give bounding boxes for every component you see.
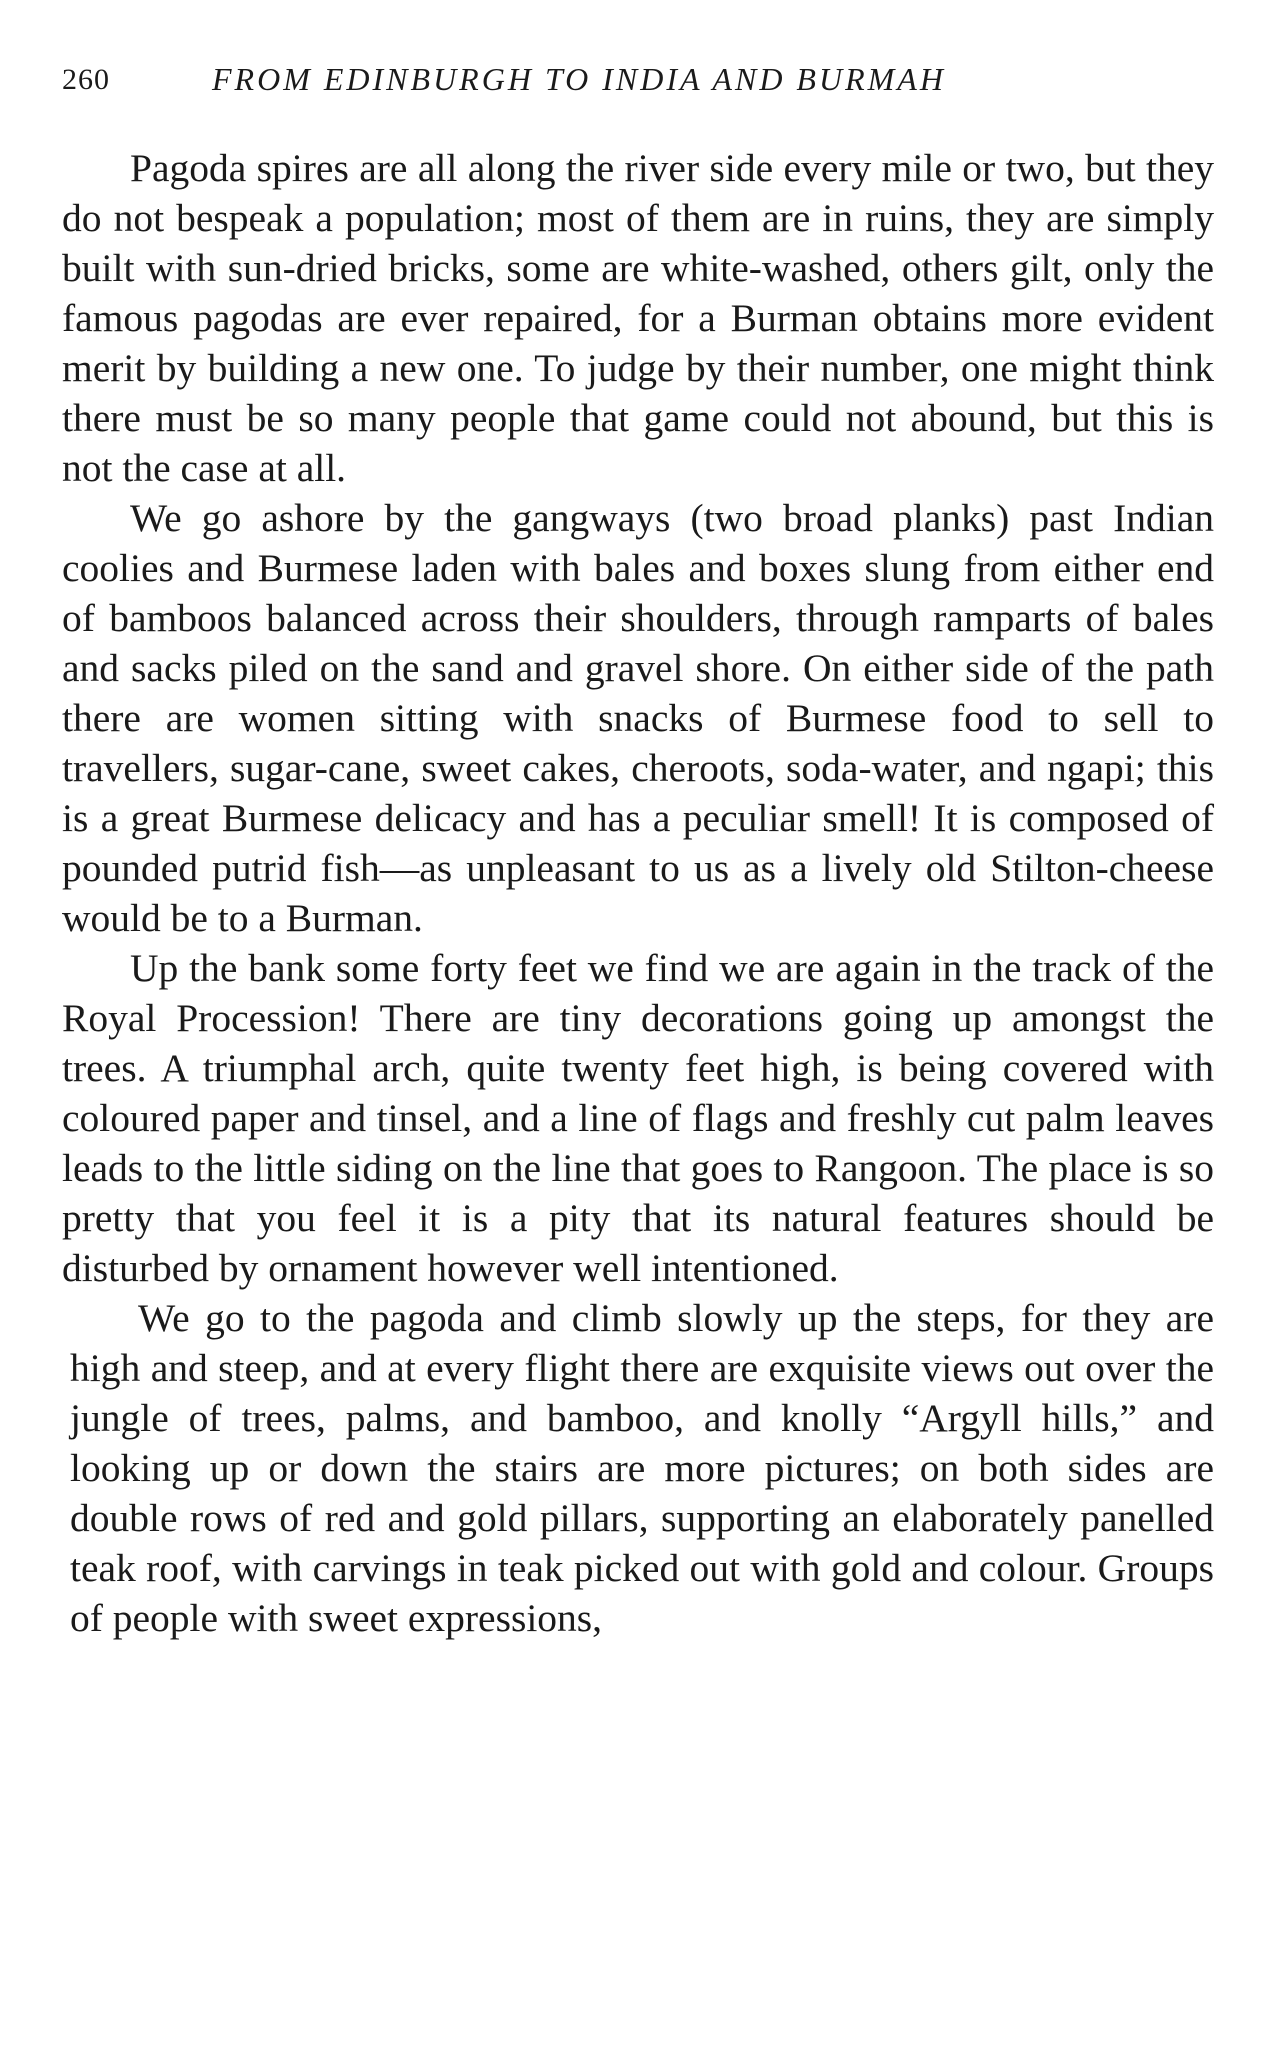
paragraph: We go to the pagoda and climb slowly up the steps, for they are high and steep, and at every flight there are exquisite views out over the jungle of trees, palms, and bamboo, and knolly “Argyll hills,” and looking up or down the stairs are more pictures; on both sides are double rows of red and gold pillars, supporting an elaborately panelled teak roof, with carvings in teak picked out with gold and colour. Groups of people with sweet expressions, (70, 1296, 1214, 1640)
paragraph: Pagoda spires are all along the river side every mile or two, but they do not bespeak a population; most of them are in ruins, they are simply built with sun-dried bricks, some are white-washed, others gilt, only the famous pagodas are ever repaired, for a Burman obtains more evident merit by building a new one. To judge by their number, one might think there must be so many people that game could not abound, but this is not the case at all. (62, 146, 1214, 490)
paragraph: Up the bank some forty feet we find we are again in the track of the Royal Procession! There are tiny decorations going up amongst the trees. A triumphal arch, quite twenty feet high, is being covered with coloured paper and tinsel, and a line of flags and freshly cut palm leaves leads to the little siding on the line that goes to Rangoon. The place is so pretty that you feel it is a pity that its natural features should be disturbed by ornament however well intentioned. (62, 946, 1214, 1290)
body-text (62, 143, 1214, 1643)
running-head (62, 55, 1214, 105)
paragraph: We go ashore by the gangways (two broad planks) past Indian coolies and Burmese laden with bales and boxes slung from either end of bamboos balanced across their shoulders, through ramparts of bales and sacks piled on the sand and gravel shore. On either side of the path there are women sitting with snacks of Burmese food to sell to travellers, sugar-cane, sweet cakes, cheroots, soda-water, and ngapi; this is a great Burmese delicacy and has a peculiar smell! It is composed of pounded putrid fish—as unpleasant to us as a lively old Stilton-cheese would be to a Burman. (62, 496, 1214, 940)
page-number: 260 (62, 63, 110, 96)
book-page (62, 55, 1214, 1643)
running-title: FROM EDINBURGH TO INDIA AND BURMAH (212, 61, 946, 97)
